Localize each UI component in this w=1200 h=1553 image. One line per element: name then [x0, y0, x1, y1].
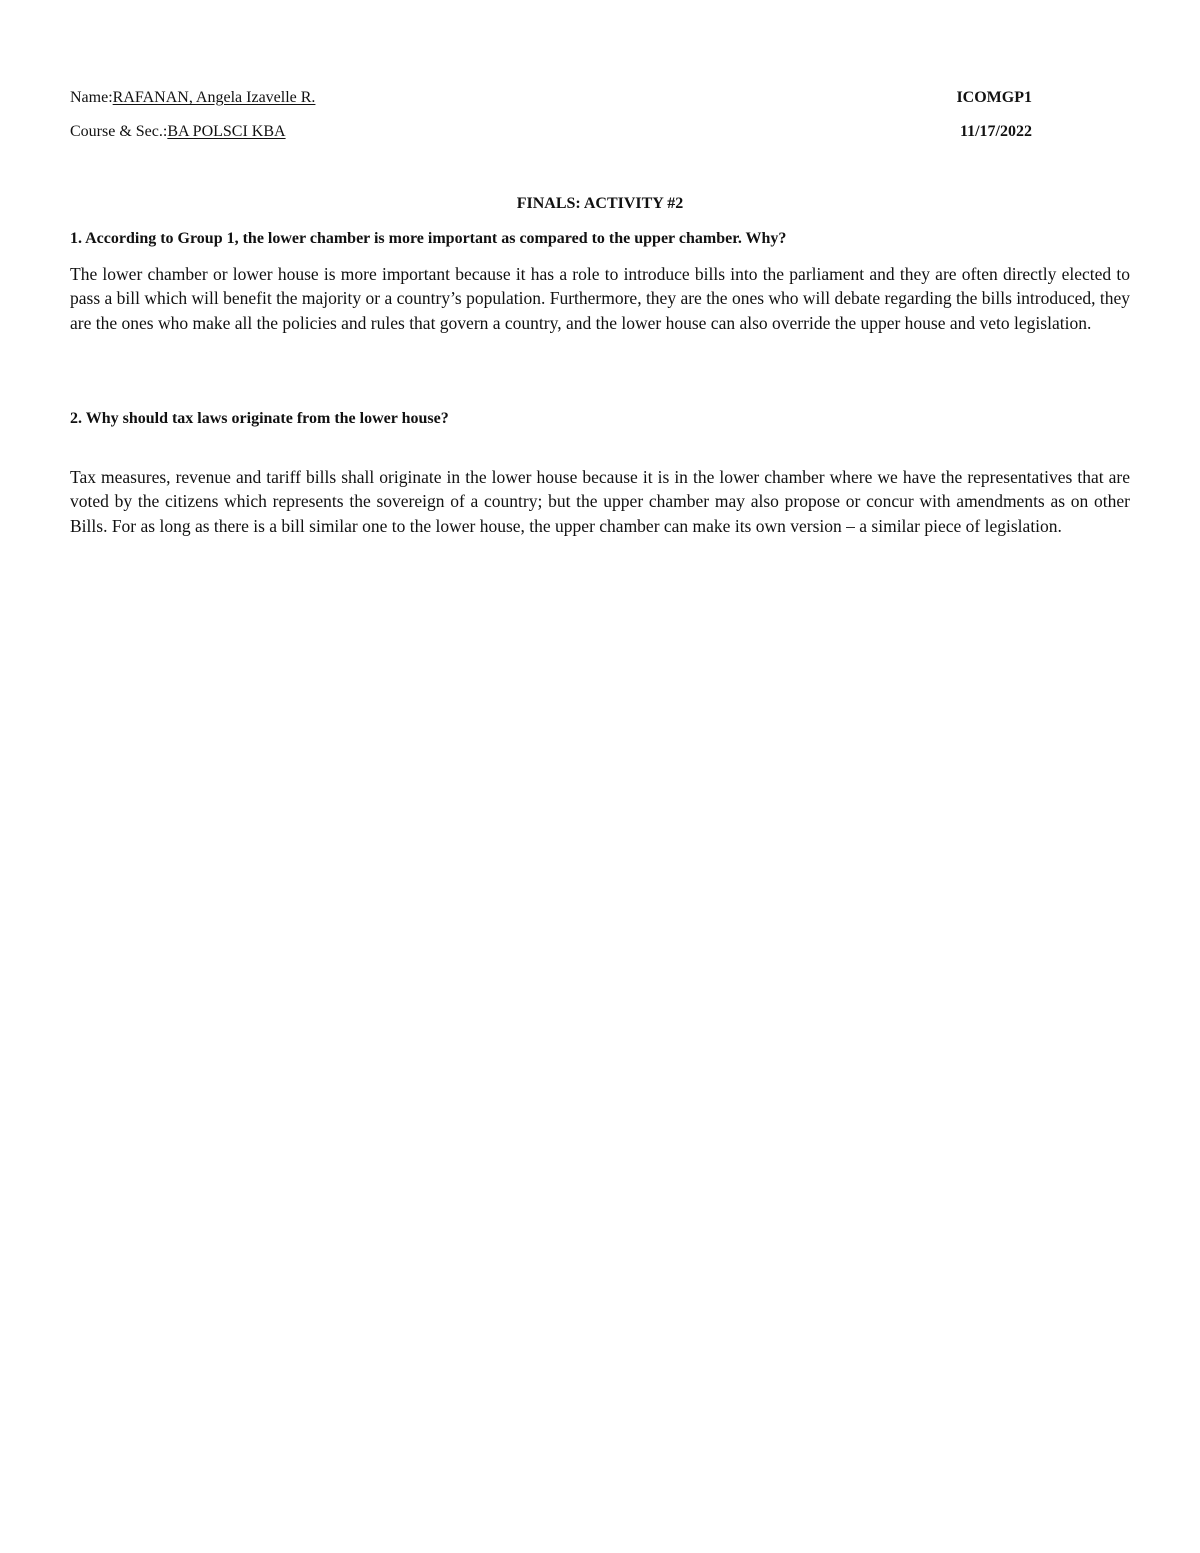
name-value: RAFANAN, Angela Izavelle R. [112, 89, 316, 106]
date: 11/17/2022 [959, 123, 1032, 140]
answer-1: The lower chamber or lower house is more important because it has a role to introduce bills into the parliament and they are often directly elected to pass a bill which will benefit the majority or a country’s population. Furthermore, they are the ones who will debate regarding the bills introduced, they are the ones who make all the policies and rules that govern a country, and the lower house can also override the upper house and veto legislation. [70, 264, 1130, 333]
question-1: 1. According to Group 1, the lower chamber is more important as compared to the upper chamber. Why? [70, 230, 787, 247]
subject-code: ICOMGP1 [956, 89, 1032, 106]
course-value: BA POLSCI KBA [167, 123, 286, 140]
course-label: Course & Sec.: [70, 123, 168, 140]
name-line [70, 88, 315, 108]
course-line [70, 122, 286, 142]
header-row-course [70, 122, 1032, 142]
page-title: FINALS: ACTIVITY #2 [516, 195, 684, 212]
question-2: 2. Why should tax laws originate from the lower house? [70, 410, 449, 427]
answer-2: Tax measures, revenue and tariff bills shall originate in the lower house because it is in the lower chamber where we have the representatives that are voted by the citizens which represents the sovereign of a country; but the upper chamber may also propose or concur with amendments as on other Bills. For as long as there is a bill similar one to the lower house, the upper chamber can make its own version – a similar piece of legislation. [70, 467, 1130, 536]
name-label: Name: [70, 89, 113, 106]
header-row-name [70, 88, 1032, 108]
